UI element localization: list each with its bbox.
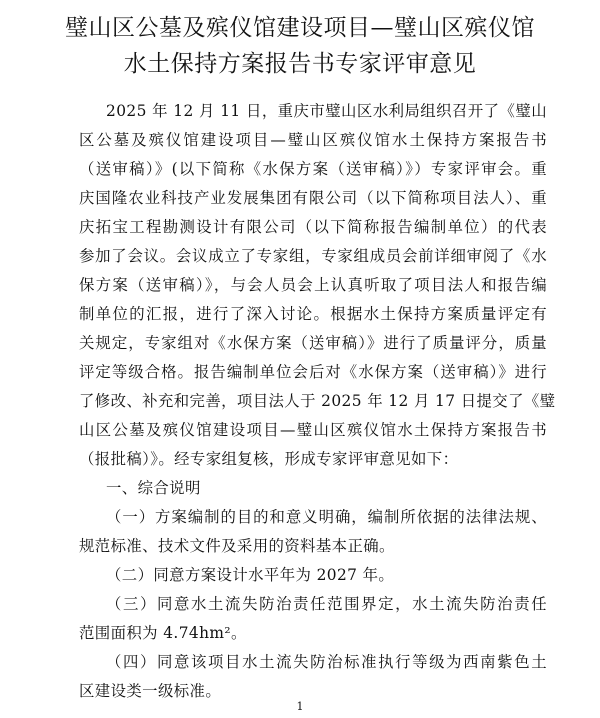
page-number: 1	[296, 700, 304, 713]
item-2-line-1: （二）同意方案设计水平年为 2027 年。	[106, 566, 395, 584]
body-line-6: 参加了会议。会议成立了专家组，专家组成员会前详细审阅了《水	[79, 247, 547, 265]
item-4-line-1: （四）同意该项目水土流失防治标准执行等级为西南紫色土	[106, 653, 547, 671]
item-1-line-1: （一）方案编制的目的和意义明确，编制所依据的法律法规、	[106, 508, 547, 526]
body-line-11: 了修改、补充和完善，项目法人于 2025 年 12 月 17 日提交了《璧	[79, 392, 556, 410]
item-4-line-2: 区建设类一级标准。	[79, 682, 222, 700]
body-line-10: 评定等级合格。报告编制单位会后对《水保方案（送审稿）》进行	[79, 363, 547, 381]
body-line-1: 2025 年 12 月 11 日，重庆市璧山区水利局组织召开了《璧山	[106, 102, 547, 120]
body-line-2: 区公墓及殡仪馆建设项目—璧山区殡仪馆水土保持方案报告书	[79, 131, 547, 149]
body-line-13: （报批稿）》。经专家组复核，形成专家评审意见如下：	[79, 450, 459, 468]
document-title-line-2: 水土保持方案报告书专家评审意见	[123, 51, 477, 77]
document-title-line-1: 璧山区公墓及殡仪馆建设项目—璧山区殡仪馆	[65, 15, 535, 41]
item-3-line-1: （三）同意水土流失防治责任范围界定，水土流失防治责任	[106, 595, 547, 613]
body-line-4: 庆国隆农业科技产业发展集团有限公司（以下简称项目法人）、重	[79, 189, 547, 207]
body-line-3: （送审稿）》(以下简称《水保方案（送审稿）》）专家评审会。重	[79, 160, 547, 178]
body-line-8: 制单位的汇报，进行了深入讨论。根据水土保持方案质量评定有	[79, 305, 547, 323]
body-line-12: 山区公墓及殡仪馆建设项目—璧山区殡仪馆水土保持方案报告书	[79, 421, 547, 439]
body-line-9: 关规定，专家组对《水保方案（送审稿）》进行了质量评分，质量	[79, 334, 547, 352]
body-line-5: 庆拓宝工程勘测设计有限公司（以下简称报告编制单位）的代表	[79, 218, 547, 236]
item-3-line-2: 范围面积为 4.74hm²。	[79, 624, 247, 642]
body-line-7: 保方案（送审稿）》，与会人员会上认真听取了项目法人和报告编	[79, 276, 547, 294]
item-1-line-2: 规范标准、技术文件及采用的资料基本正确。	[79, 537, 395, 555]
section-heading-1: 一、综合说明	[106, 479, 201, 497]
